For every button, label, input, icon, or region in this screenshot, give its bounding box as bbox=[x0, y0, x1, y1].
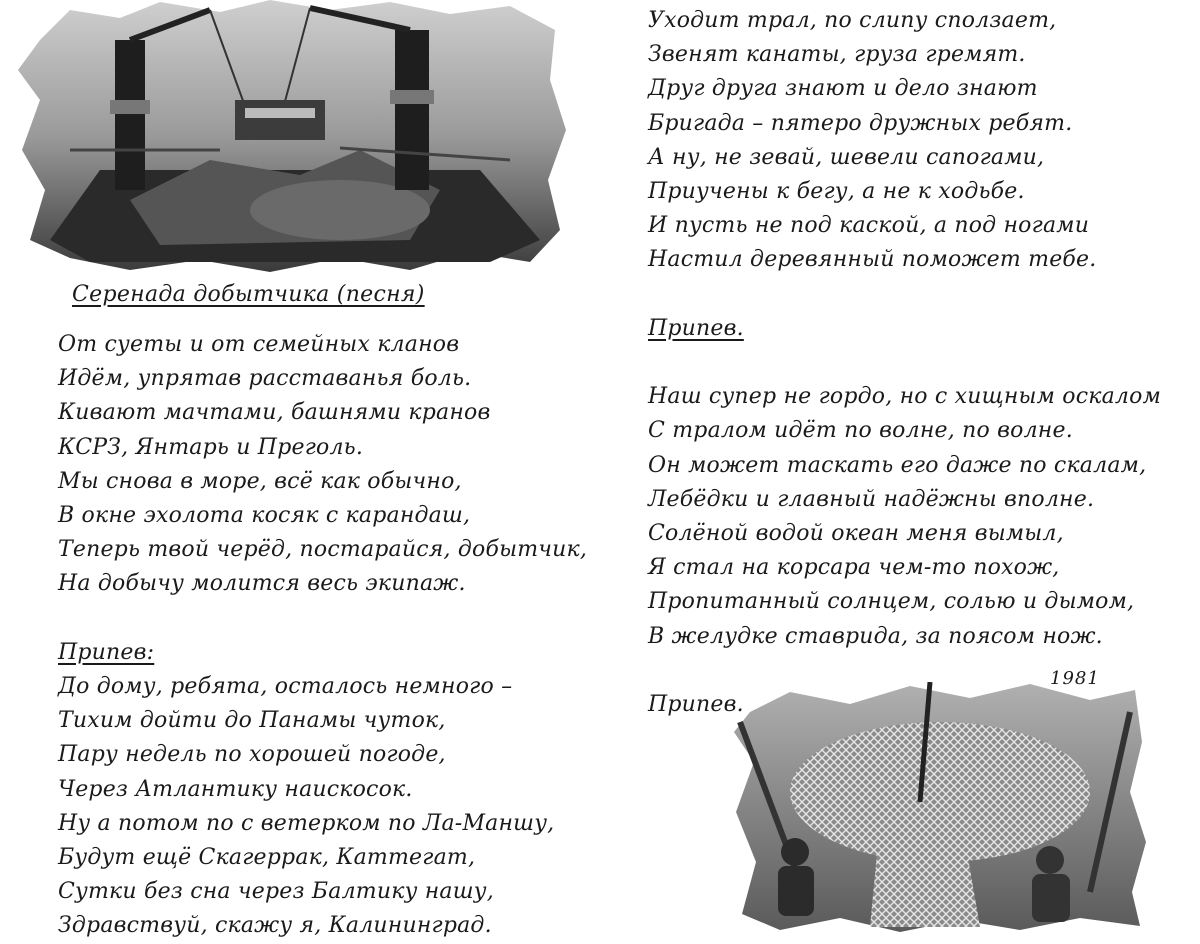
fisherman-right bbox=[1036, 846, 1064, 874]
verse-line: Пропитанный солнцем, солью и дымом, bbox=[648, 589, 1135, 615]
song-title: Серенада добытчика (песня) bbox=[72, 282, 425, 307]
verse-line: От суеты и от семейных кланов bbox=[58, 332, 460, 357]
verse-line: Кивают мачтами, башнями кранов bbox=[58, 400, 491, 426]
verse-line: Настил деревянный поможет тебе. bbox=[648, 247, 1097, 273]
right-tower bbox=[395, 30, 429, 190]
verse-line: Бригада – пятеро дружных ребят. bbox=[648, 110, 1073, 136]
verse-line: Уходит трал, по слипу сползает, bbox=[648, 8, 1057, 33]
verse-line: В желудке ставрида, за поясом нож. bbox=[648, 623, 1103, 649]
right-column bbox=[648, 4, 1161, 722]
verse-line: Наш супер не гордо, но с хищным оскалом bbox=[648, 384, 1162, 410]
chorus-label: Припев: bbox=[58, 639, 155, 665]
trawl-net-image bbox=[730, 682, 1148, 932]
verse-line: С тралом идёт по волне, по волне. bbox=[648, 418, 1073, 444]
chorus-line: Сутки без сна через Балтику нашу, bbox=[58, 879, 494, 905]
photo-trawler-deck bbox=[10, 0, 570, 275]
bridge-structure bbox=[235, 100, 325, 140]
verse-line: Он может таскать его даже по скалам, bbox=[648, 452, 1147, 478]
photo-trawl-net bbox=[730, 682, 1148, 932]
verse-line: Мы снова в море, всё как обычно, bbox=[58, 468, 462, 494]
left-tower bbox=[115, 40, 145, 190]
chorus-line: Будут ещё Скагеррак, Каттегат, bbox=[58, 845, 476, 871]
chorus-ref: Припев. bbox=[648, 315, 744, 341]
chorus-line: Пару недель по хорошей погоде, bbox=[58, 742, 446, 768]
verse-line: Солёной водой океан меня вымыл, bbox=[648, 521, 1064, 547]
verse-line: Я стал на корсара чем-то похож, bbox=[648, 555, 1060, 581]
verse-line: Приучены к бегу, а не к ходьбе. bbox=[648, 179, 1025, 205]
stanza-gap bbox=[648, 346, 1161, 380]
verse-line: А ну, не зевай, шевели сапогами, bbox=[648, 144, 1045, 170]
verse-line: Идём, упрятав расставанья боль. bbox=[58, 366, 472, 392]
chorus-line: Через Атлантику наискосок. bbox=[58, 776, 413, 802]
chorus-line: До дому, ребята, осталось немного – bbox=[58, 674, 513, 700]
chorus-ref-2: Припев. bbox=[648, 692, 744, 718]
bridge-window bbox=[245, 108, 315, 118]
tower-band-right bbox=[390, 90, 434, 104]
fisherman-left-body bbox=[778, 866, 814, 916]
verse-line: И пусть не под каской, а под ногами bbox=[648, 213, 1090, 239]
stanza-gap bbox=[648, 278, 1161, 312]
verse-line: В окне эхолота косяк с карандаш, bbox=[58, 503, 471, 529]
year-label: 1981 bbox=[1050, 668, 1100, 689]
tower-band-left bbox=[110, 100, 150, 114]
verse-line: На добычу молится весь экипаж. bbox=[58, 571, 466, 597]
chorus-line: Ну а потом по с ветерком по Ла-Маншу, bbox=[58, 810, 555, 836]
chorus-line: Тихим дойти до Панамы чуток, bbox=[58, 708, 446, 734]
stanza-gap bbox=[58, 602, 587, 636]
fisherman-right-body bbox=[1032, 874, 1070, 922]
left-column bbox=[58, 328, 587, 944]
verse-line: Теперь твой черёд, постарайся, добытчик, bbox=[58, 537, 588, 563]
fisherman-left bbox=[781, 838, 809, 866]
verse-line: КСРЗ, Янтарь и Преголь. bbox=[58, 434, 364, 460]
trawler-deck-image bbox=[10, 0, 570, 275]
verse-line: Звенят канаты, груза гремят. bbox=[648, 42, 1026, 68]
chorus-line: Здравствуй, скажу я, Калининград. bbox=[58, 913, 492, 939]
verse-line: Друг друга знают и дело знают bbox=[648, 76, 1038, 102]
verse-line: Лебёдки и главный надёжны вполне. bbox=[648, 486, 1095, 512]
